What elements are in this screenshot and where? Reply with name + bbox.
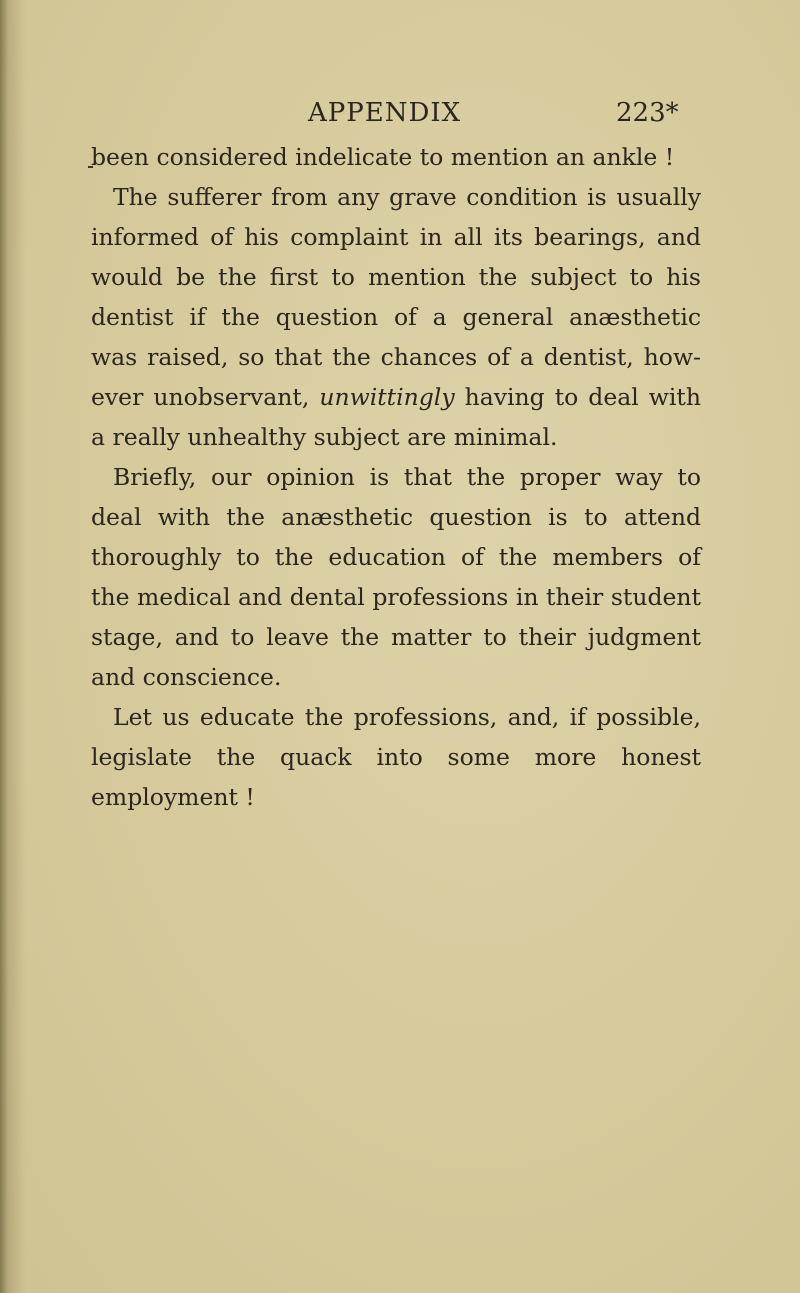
text-line: thoroughly to the education of the members of	[91, 543, 701, 571]
text-line: been considered indelicate to mention an ankle !	[91, 143, 675, 171]
text-line: would be the first to mention the subject to his	[91, 263, 701, 291]
body-text	[91, 137, 701, 817]
running-title: APPENDIX	[308, 98, 462, 128]
text-line: employment !	[91, 783, 255, 811]
text-line: a really unhealthy subject are minimal.	[91, 423, 558, 451]
text-line: Briefly, our opinion is that the proper way to	[113, 463, 701, 491]
text-line: stage, and to leave the matter to their judgment	[91, 623, 701, 651]
page-header	[0, 93, 800, 133]
text-line: legislate the quack into some more honest	[91, 743, 701, 771]
text-line	[91, 377, 701, 417]
text-line: dentist if the question of a general anæsthetic	[91, 303, 701, 331]
text-line: deal with the anæsthetic question is to attend	[91, 503, 701, 531]
text-line: The sufferer from any grave condition is usually	[113, 183, 701, 211]
text-line: Let us educate the professions, and, if possible,	[113, 703, 701, 731]
page-number: 223*	[616, 98, 679, 128]
text-line: and conscience.	[91, 663, 282, 691]
italic-word: unwittingly	[319, 383, 455, 411]
text-line: was raised, so that the chances of a dentist, how-	[91, 343, 701, 371]
text-line: informed of his complaint in all its bearings, and	[91, 223, 701, 251]
text-segment: having to deal with	[464, 383, 701, 411]
text-segment: ever unobservant,	[91, 383, 310, 411]
text-line: the medical and dental professions in their student	[91, 583, 701, 611]
